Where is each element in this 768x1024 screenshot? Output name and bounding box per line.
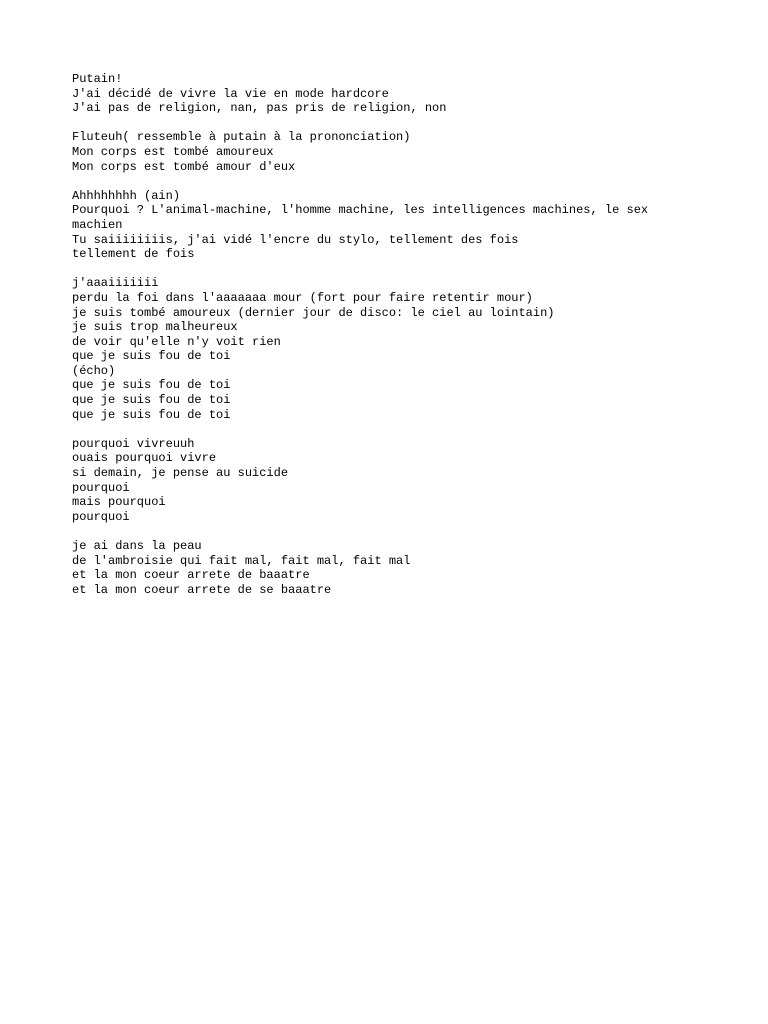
text-line: ouais pourquoi vivre xyxy=(72,451,217,466)
stanza-2 xyxy=(72,130,696,174)
text-line: Tu saiiiiiiiis, j'ai vidé l'encre du stylo, tellement des fois xyxy=(72,232,519,247)
stanza-6 xyxy=(72,539,696,597)
text-line: (écho) xyxy=(72,363,116,378)
stanza-1 xyxy=(72,72,696,116)
text-line: J'ai pas de religion, nan, pas pris de religion, non xyxy=(72,101,447,116)
text-line: Mon corps est tombé amour d'eux xyxy=(72,159,296,174)
stanza-5 xyxy=(72,437,696,525)
text-line: pourquoi vivreuuh xyxy=(72,436,195,451)
text-line: Ahhhhhhhh (ain) xyxy=(72,188,181,203)
text-line: et la mon coeur arrete de se baaatre xyxy=(72,582,332,597)
text-line: pourquoi xyxy=(72,480,130,495)
text-line: de l'ambroisie qui fait mal, fait mal, fait mal xyxy=(72,553,411,568)
text-line: tellement de fois xyxy=(72,247,195,262)
text-line: Putain! xyxy=(72,72,123,86)
text-line: que je suis fou de toi xyxy=(72,393,231,408)
stanza-4 xyxy=(72,276,696,422)
text-line: J'ai décidé de vivre la vie en mode hardcore xyxy=(72,86,389,101)
text-line: et la mon coeur arrete de baaatre xyxy=(72,568,310,583)
text-line: je suis trop malheureux xyxy=(72,320,238,335)
text-line: Mon corps est tombé amoureux xyxy=(72,144,274,159)
text-line: Pourquoi ? L'animal-machine, l'homme machine, les intelligences machines, le sex machien xyxy=(72,203,656,232)
text-line: perdu la foi dans l'aaaaaaa mour (fort pour faire retentir mour) xyxy=(72,290,533,305)
text-line: que je suis fou de toi xyxy=(72,349,231,364)
text-line: que je suis fou de toi xyxy=(72,407,231,422)
text-line: si demain, je pense au suicide xyxy=(72,466,289,481)
text-line: j'aaaiiiiiii xyxy=(72,276,159,291)
text-line: je ai dans la peau xyxy=(72,539,202,553)
text-line: je suis tombé amoureux (dernier jour de disco: le ciel au lointain) xyxy=(72,305,555,320)
text-line: que je suis fou de toi xyxy=(72,378,231,393)
text-line: Fluteuh( ressemble à putain à la prononciation) xyxy=(72,130,411,145)
stanza-3 xyxy=(72,189,696,262)
text-line: de voir qu'elle n'y voit rien xyxy=(72,334,281,349)
text-line: mais pourquoi xyxy=(72,495,166,510)
text-line: pourquoi xyxy=(72,509,130,524)
